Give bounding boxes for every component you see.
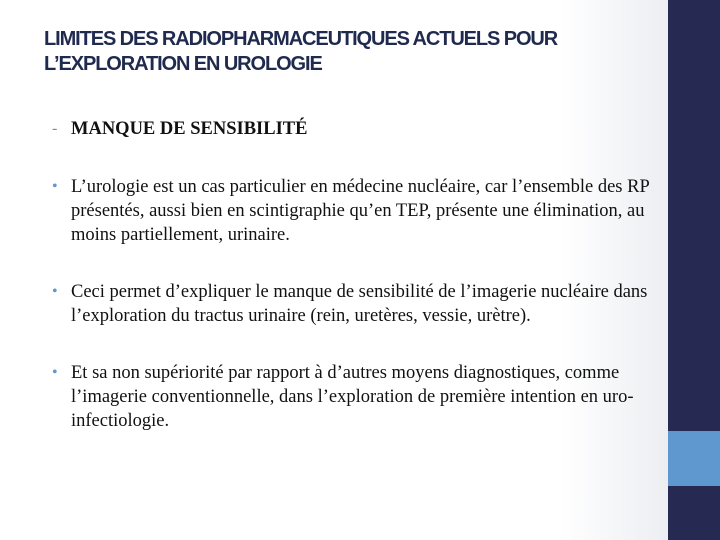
dash-marker: - [52,120,58,137]
slide-body [52,117,652,466]
section-heading-text: MANQUE DE SENSIBILITÉ [71,119,308,139]
side-accent-decoration [668,431,720,486]
bullet-marker: • [52,364,58,381]
bullet-text: Et sa non supériorité par rapport à d’autres moyens diagnostiques, comme l’imagerie conventionnelle, dans l’exploration de première intention en uro-infectiologie. [71,363,634,431]
bullet-item [52,361,652,433]
bullet-marker: • [52,178,58,195]
bullet-item [52,280,652,328]
bullet-marker: • [52,283,58,300]
section-heading [52,117,652,141]
bullet-item [52,175,652,247]
bullet-text: L’urologie est un cas particulier en médecine nucléaire, car l’ensemble des RP présentés, aussi bien en scintigraphie qu’en TEP, présente une élimination, au moins partiellement, urinaire. [71,177,650,245]
slide-title [44,27,654,77]
slide-title-line-1: LIMITES DES RADIOPHARMACEUTIQUES ACTUELS POUR [44,28,558,50]
slide-title-line-2: L’EXPLORATION EN UROLOGIE [44,53,322,75]
bullet-text: Ceci permet d’expliquer le manque de sensibilité de l’imagerie nucléaire dans l’exploration du tractus urinaire (rein, uretères, vessie, urètre). [71,282,648,326]
